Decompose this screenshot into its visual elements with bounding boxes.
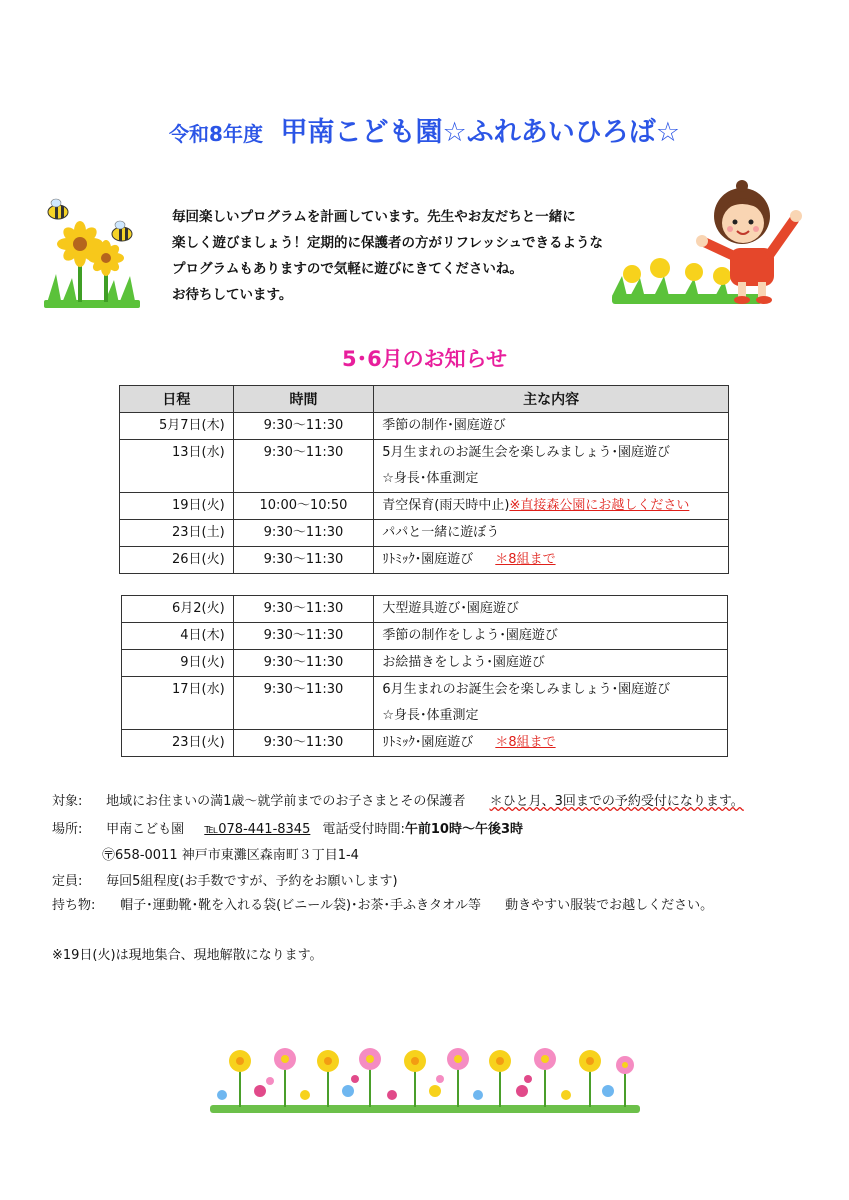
place-row xyxy=(52,818,523,837)
table-row xyxy=(122,623,728,650)
row-time: 9:30～11:30 xyxy=(233,677,374,730)
row-date: 23日(土) xyxy=(120,520,234,547)
row-time: 9:30～11:30 xyxy=(233,650,374,677)
row-time: 9:30～11:30 xyxy=(233,520,374,547)
table-row xyxy=(120,520,729,547)
sunflower-bees-illustration xyxy=(38,196,148,314)
intro-line: お待ちしています。 xyxy=(172,287,293,303)
section-heading: 5･6月のお知らせ xyxy=(341,347,508,371)
row-time: 9:30～11:30 xyxy=(233,730,374,757)
target-note: ＊ひと月、3回までの予約受付になります。 xyxy=(489,794,744,809)
row-content: ﾘﾄﾐｯｸ･園庭遊び ＊8組まで xyxy=(374,730,728,757)
child-flowers-illustration xyxy=(612,178,807,313)
place-tel: ℡078-441-8345 xyxy=(204,822,311,837)
place-hours: 午前10時～午後3時 xyxy=(404,822,524,837)
header-date: 日程 xyxy=(120,386,234,413)
capacity-text: 毎回5組程度(お手数ですが、予約をお願いします) xyxy=(106,874,398,889)
items-row xyxy=(52,894,713,913)
header-time: 時間 xyxy=(233,386,374,413)
row-content: 季節の制作をしよう･園庭遊び xyxy=(374,623,728,650)
intro-line: 楽しく遊びましょう！定期的に保護者の方がリフレッシュできるような xyxy=(172,235,604,251)
target-label: 対象: xyxy=(52,794,83,809)
limit-note: ＊8組まで xyxy=(495,735,556,750)
footnote-row xyxy=(52,944,323,963)
items-text: 帽子･運動靴･靴を入れる袋(ビニール袋)･お茶･手ふきタオル等 xyxy=(120,898,482,913)
row-date: 26日(火) xyxy=(120,547,234,574)
target-text: 地域にお住まいの満1歳～就学前までのお子さまとその保護者 xyxy=(106,794,466,809)
limit-note: ＊8組まで xyxy=(495,552,556,567)
table-row xyxy=(122,596,728,623)
row-date: 5月7日(木) xyxy=(120,413,234,440)
row-time: 9:30～11:30 xyxy=(233,440,374,493)
table-row xyxy=(120,493,729,520)
table-row xyxy=(122,650,728,677)
place-hours-label: 電話受付時間: xyxy=(322,822,405,837)
intro-line: プログラムもありますので気軽に遊びにきてくださいね。 xyxy=(172,261,523,277)
row-time: 9:30～11:30 xyxy=(233,596,374,623)
table-row xyxy=(120,413,729,440)
address-row xyxy=(102,844,359,863)
row-content: 6月生まれのお誕生会を楽しみましょう･園庭遊び ☆身長･体重測定 xyxy=(374,677,728,730)
place-label: 場所: xyxy=(52,822,83,837)
row-time: 9:30～11:30 xyxy=(233,413,374,440)
row-date: 19日(火) xyxy=(120,493,234,520)
footnote: ※19日(火)は現地集合、現地解散になります。 xyxy=(52,948,323,963)
place-name: 甲南こども園 xyxy=(106,822,185,837)
june-schedule-table xyxy=(121,595,728,757)
target-row xyxy=(52,790,744,809)
table-row xyxy=(120,547,729,574)
row-content: 5月生まれのお誕生会を楽しみましょう･園庭遊び ☆身長･体重測定 xyxy=(374,440,729,493)
items-note: 動きやすい服装でお越しください。 xyxy=(505,898,714,913)
fiscal-year: 令和8年度 xyxy=(169,122,263,146)
address: 〶658-0011 神戸市東灘区森南町３丁目1-4 xyxy=(102,848,359,863)
may-schedule-table xyxy=(119,385,729,574)
row-content: パパと一緒に遊ぼう xyxy=(374,520,729,547)
row-date: 13日(水) xyxy=(120,440,234,493)
row-content: 季節の制作･園庭遊び xyxy=(374,413,729,440)
row-content: 青空保育(雨天時中止)※直接森公園にお越しください xyxy=(374,493,729,520)
row-content: 大型遊具遊び･園庭遊び xyxy=(374,596,728,623)
items-label: 持ち物: xyxy=(52,898,96,913)
row-time: 9:30～11:30 xyxy=(233,623,374,650)
table-row xyxy=(120,440,729,493)
capacity-label: 定員: xyxy=(52,874,83,889)
table-row xyxy=(122,677,728,730)
row-date: 23日(火) xyxy=(122,730,234,757)
header-content: 主な内容 xyxy=(374,386,729,413)
table-row xyxy=(122,730,728,757)
title-text: 甲南こども園☆ふれあいひろば☆ xyxy=(280,117,680,148)
row-date: 6月2(火) xyxy=(122,596,234,623)
row-time: 10:00～10:50 xyxy=(233,493,374,520)
intro-text xyxy=(172,204,642,308)
flower-border-illustration xyxy=(210,1045,640,1120)
row-content: お絵描きをしよう･園庭遊び xyxy=(374,650,728,677)
page-title xyxy=(0,110,849,149)
row-time: 9:30～11:30 xyxy=(233,547,374,574)
table-header-row xyxy=(120,386,729,413)
row-date: 4日(木) xyxy=(122,623,234,650)
row-date: 17日(水) xyxy=(122,677,234,730)
row-date: 9日(火) xyxy=(122,650,234,677)
row-content: ﾘﾄﾐｯｸ･園庭遊び ＊8組まで xyxy=(374,547,729,574)
capacity-row xyxy=(52,870,398,889)
direct-access-note: ※直接森公園にお越しください xyxy=(509,498,690,513)
intro-line: 毎回楽しいプログラムを計画しています。先生やお友だちと一緒に xyxy=(172,209,576,225)
